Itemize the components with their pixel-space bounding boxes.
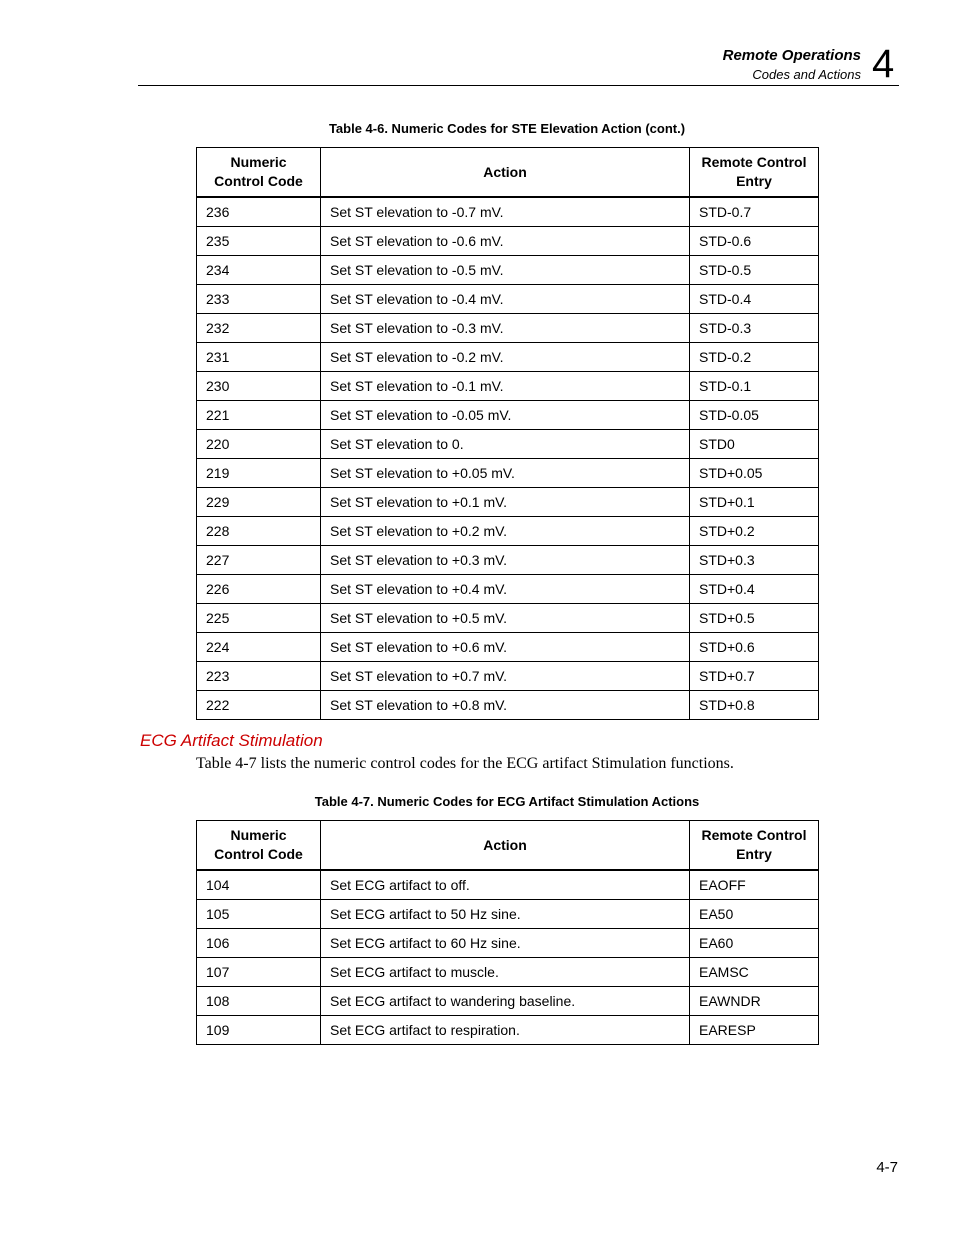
cell-code: 231 — [197, 343, 321, 372]
table-row — [197, 285, 819, 314]
cell-entry: STD+0.8 — [690, 691, 819, 720]
section-paragraph: Table 4-7 lists the numeric control codes for the ECG artifact Stimulation functions. — [196, 755, 734, 772]
cell-code: 108 — [197, 987, 321, 1016]
cell-entry: EAWNDR — [690, 987, 819, 1016]
table-row — [197, 900, 819, 929]
ste-elevation-table — [196, 147, 819, 720]
cell-code: 236 — [197, 197, 321, 227]
cell-action: Set ST elevation to -0.5 mV. — [321, 256, 690, 285]
cell-action: Set ST elevation to -0.4 mV. — [321, 285, 690, 314]
cell-code: 226 — [197, 575, 321, 604]
cell-entry: STD+0.3 — [690, 546, 819, 575]
cell-code: 223 — [197, 662, 321, 691]
cell-code: 221 — [197, 401, 321, 430]
cell-action: Set ST elevation to -0.7 mV. — [321, 197, 690, 227]
cell-entry: STD-0.6 — [690, 227, 819, 256]
cell-action: Set ST elevation to +0.8 mV. — [321, 691, 690, 720]
table-row — [197, 662, 819, 691]
cell-code: 229 — [197, 488, 321, 517]
cell-action: Set ECG artifact to wandering baseline. — [321, 987, 690, 1016]
table-row — [197, 314, 819, 343]
cell-code: 235 — [197, 227, 321, 256]
cell-code: 227 — [197, 546, 321, 575]
table-row — [197, 459, 819, 488]
cell-action: Set ST elevation to 0. — [321, 430, 690, 459]
cell-code: 220 — [197, 430, 321, 459]
cell-code: 104 — [197, 870, 321, 900]
table-header-row — [197, 148, 819, 198]
table-row — [197, 987, 819, 1016]
cell-code: 233 — [197, 285, 321, 314]
table-row — [197, 401, 819, 430]
cell-action: Set ECG artifact to muscle. — [321, 958, 690, 987]
cell-action: Set ST elevation to -0.2 mV. — [321, 343, 690, 372]
cell-action: Set ST elevation to +0.3 mV. — [321, 546, 690, 575]
column-header-entry: Remote Control Entry — [690, 821, 819, 871]
cell-action: Set ECG artifact to 60 Hz sine. — [321, 929, 690, 958]
table-row — [197, 633, 819, 662]
column-header-entry: Remote Control Entry — [690, 148, 819, 198]
cell-action: Set ECG artifact to 50 Hz sine. — [321, 900, 690, 929]
cell-code: 109 — [197, 1016, 321, 1045]
cell-entry: STD+0.6 — [690, 633, 819, 662]
table-row — [197, 929, 819, 958]
table-row — [197, 517, 819, 546]
table-row — [197, 604, 819, 633]
cell-action: Set ST elevation to -0.3 mV. — [321, 314, 690, 343]
table-row — [197, 691, 819, 720]
cell-action: Set ST elevation to +0.5 mV. — [321, 604, 690, 633]
column-header-action: Action — [321, 821, 690, 871]
page-number: 4-7 — [876, 1159, 898, 1176]
cell-entry: STD+0.1 — [690, 488, 819, 517]
cell-action: Set ST elevation to +0.05 mV. — [321, 459, 690, 488]
cell-entry: STD+0.2 — [690, 517, 819, 546]
header-subtitle: Codes and Actions — [752, 67, 861, 82]
table1-caption: Table 4-6. Numeric Codes for STE Elevation Action (cont.) — [328, 121, 686, 136]
cell-code: 107 — [197, 958, 321, 987]
table-row — [197, 343, 819, 372]
column-header-code: Numeric Control Code — [197, 148, 321, 198]
table-row — [197, 372, 819, 401]
ecg-artifact-table — [196, 820, 819, 1045]
cell-code: 224 — [197, 633, 321, 662]
table-row — [197, 227, 819, 256]
cell-action: Set ST elevation to -0.6 mV. — [321, 227, 690, 256]
cell-action: Set ST elevation to +0.6 mV. — [321, 633, 690, 662]
header-title: Remote Operations — [722, 47, 861, 64]
table-row — [197, 870, 819, 900]
table-header-row — [197, 821, 819, 871]
cell-entry: STD+0.5 — [690, 604, 819, 633]
chapter-number: 4 — [872, 42, 895, 86]
cell-entry: EA50 — [690, 900, 819, 929]
table-row — [197, 488, 819, 517]
table2-caption: Table 4-7. Numeric Codes for ECG Artifact Stimulation Actions — [314, 794, 700, 809]
cell-code: 219 — [197, 459, 321, 488]
table-row — [197, 958, 819, 987]
table-row — [197, 1016, 819, 1045]
column-header-code: Numeric Control Code — [197, 821, 321, 871]
cell-action: Set ST elevation to +0.7 mV. — [321, 662, 690, 691]
cell-entry: STD-0.5 — [690, 256, 819, 285]
cell-entry: STD+0.05 — [690, 459, 819, 488]
table-row — [197, 197, 819, 227]
cell-entry: STD+0.7 — [690, 662, 819, 691]
cell-action: Set ECG artifact to off. — [321, 870, 690, 900]
cell-entry: STD-0.2 — [690, 343, 819, 372]
cell-action: Set ST elevation to -0.1 mV. — [321, 372, 690, 401]
cell-code: 230 — [197, 372, 321, 401]
cell-code: 232 — [197, 314, 321, 343]
cell-action: Set ST elevation to +0.4 mV. — [321, 575, 690, 604]
cell-entry: STD-0.1 — [690, 372, 819, 401]
cell-entry: EAMSC — [690, 958, 819, 987]
cell-code: 234 — [197, 256, 321, 285]
table-row — [197, 546, 819, 575]
cell-code: 105 — [197, 900, 321, 929]
section-heading: ECG Artifact Stimulation — [140, 731, 323, 750]
header-rule — [138, 85, 899, 86]
cell-code: 225 — [197, 604, 321, 633]
cell-entry: STD-0.05 — [690, 401, 819, 430]
table-row — [197, 256, 819, 285]
cell-entry: STD-0.7 — [690, 197, 819, 227]
table-row — [197, 575, 819, 604]
cell-code: 106 — [197, 929, 321, 958]
cell-action: Set ST elevation to +0.2 mV. — [321, 517, 690, 546]
cell-action: Set ECG artifact to respiration. — [321, 1016, 690, 1045]
column-header-action: Action — [321, 148, 690, 198]
cell-entry: STD0 — [690, 430, 819, 459]
cell-entry: STD-0.4 — [690, 285, 819, 314]
cell-entry: STD-0.3 — [690, 314, 819, 343]
cell-action: Set ST elevation to -0.05 mV. — [321, 401, 690, 430]
cell-entry: STD+0.4 — [690, 575, 819, 604]
table-row — [197, 430, 819, 459]
cell-entry: EAOFF — [690, 870, 819, 900]
cell-action: Set ST elevation to +0.1 mV. — [321, 488, 690, 517]
cell-code: 228 — [197, 517, 321, 546]
cell-entry: EARESP — [690, 1016, 819, 1045]
cell-code: 222 — [197, 691, 321, 720]
cell-entry: EA60 — [690, 929, 819, 958]
